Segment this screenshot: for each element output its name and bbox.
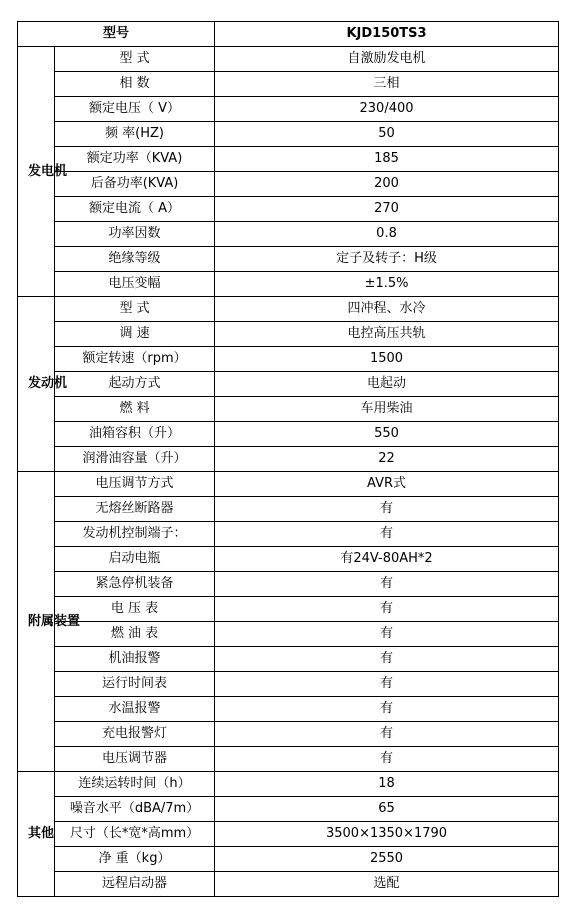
spec-name: 电压变幅 xyxy=(55,272,215,297)
table-row xyxy=(18,547,559,572)
spec-value: 200 xyxy=(215,172,559,197)
spec-name: 燃 料 xyxy=(55,397,215,422)
spec-name: 无熔丝断路器 xyxy=(55,497,215,522)
group-title: 发动机 xyxy=(28,376,68,391)
table-row xyxy=(18,822,559,847)
spec-value: 50 xyxy=(215,122,559,147)
table-row xyxy=(18,172,559,197)
table-row xyxy=(18,322,559,347)
spec-value: 电起动 xyxy=(215,372,559,397)
table-row xyxy=(18,872,559,897)
spec-name: 额定电流（ A） xyxy=(55,197,215,222)
spec-name: 润滑油容量（升） xyxy=(55,447,215,472)
spec-value: 三相 xyxy=(215,72,559,97)
table-row xyxy=(18,622,559,647)
group-title-cell xyxy=(18,47,68,297)
spec-value: 有 xyxy=(215,747,559,772)
spec-name: 型 式 xyxy=(55,47,215,72)
spec-name: 额定转速（rpm） xyxy=(55,347,215,372)
spec-value: 选配 xyxy=(215,872,559,897)
spec-table-body xyxy=(18,22,559,897)
model-label: 型号 xyxy=(18,22,215,47)
table-row xyxy=(18,847,559,872)
spec-value: 电控高压共轨 xyxy=(215,322,559,347)
group-title: 发电机 xyxy=(28,163,68,179)
spec-name: 发动机控制端子： xyxy=(55,522,215,547)
spec-value: 185 xyxy=(215,147,559,172)
table-row xyxy=(18,672,559,697)
table-row xyxy=(18,147,559,172)
table-row xyxy=(18,222,559,247)
spec-name: 起动方式 xyxy=(55,372,215,397)
spec-name: 功率因数 xyxy=(55,222,215,247)
spec-value: 有 xyxy=(215,622,559,647)
table-row xyxy=(18,272,559,297)
header-row xyxy=(18,22,559,47)
spec-value: 有 xyxy=(215,647,559,672)
spec-name: 电压调节方式 xyxy=(55,472,215,497)
spec-name: 燃 油 表 xyxy=(55,622,215,647)
spec-value: ±1.5% xyxy=(215,272,559,297)
spec-value: 有 xyxy=(215,597,559,622)
spec-value: 有 xyxy=(215,697,559,722)
spec-name: 绝缘等级 xyxy=(55,247,215,272)
spec-value: 有24V-80AH*2 xyxy=(215,547,559,572)
table-row xyxy=(18,247,559,272)
spec-value: 有 xyxy=(215,497,559,522)
spec-value: 有 xyxy=(215,522,559,547)
spec-name: 电 压 表 xyxy=(55,597,215,622)
spec-name: 相 数 xyxy=(55,72,215,97)
spec-value: 270 xyxy=(215,197,559,222)
group-title-cell xyxy=(18,472,81,772)
spec-value: 3500×1350×1790 xyxy=(215,822,559,847)
spec-name: 净 重（kg） xyxy=(55,847,215,872)
spec-value: 230/400 xyxy=(215,97,559,122)
spec-name: 启动电瓶 xyxy=(55,547,215,572)
spec-name: 后备功率(KVA) xyxy=(55,172,215,197)
spec-name: 型 式 xyxy=(55,297,215,322)
table-row xyxy=(18,772,559,797)
table-row xyxy=(18,472,559,497)
table-row xyxy=(18,797,559,822)
table-row xyxy=(18,647,559,672)
table-row xyxy=(18,747,559,772)
group-title: 其他 xyxy=(28,826,55,841)
spec-value: 自激励发电机 xyxy=(215,47,559,72)
spec-name: 尺寸（长*宽*高mm） xyxy=(55,822,215,847)
spec-name: 频 率(HZ) xyxy=(55,122,215,147)
table-row xyxy=(18,522,559,547)
model-value: KJD150TS3 xyxy=(215,22,559,47)
table-row xyxy=(18,572,559,597)
spec-value: 有 xyxy=(215,672,559,697)
table-row xyxy=(18,122,559,147)
spec-name: 机油报警 xyxy=(55,647,215,672)
spec-value: AVR式 xyxy=(215,472,559,497)
table-row xyxy=(18,497,559,522)
spec-value: 定子及转子：H级 xyxy=(215,247,559,272)
table-row xyxy=(18,197,559,222)
spec-value: 有 xyxy=(215,722,559,747)
spec-value: 四冲程、水冷 xyxy=(215,297,559,322)
table-row xyxy=(18,297,559,322)
spec-name: 噪音水平（dBA/7m） xyxy=(55,797,215,822)
table-row xyxy=(18,722,559,747)
spec-value: 车用柴油 xyxy=(215,397,559,422)
table-row xyxy=(18,372,559,397)
spec-name: 紧急停机装备 xyxy=(55,572,215,597)
spec-name: 额定功率（KVA) xyxy=(55,147,215,172)
spec-name: 油箱容积（升） xyxy=(55,422,215,447)
table-row xyxy=(18,447,559,472)
table-row xyxy=(18,397,559,422)
spec-name: 调 速 xyxy=(55,322,215,347)
table-row xyxy=(18,47,559,72)
group-title: 附属装置 xyxy=(28,613,81,629)
spec-value: 18 xyxy=(215,772,559,797)
spec-value: 有 xyxy=(215,572,559,597)
spec-name: 水温报警 xyxy=(55,697,215,722)
spec-name: 远程启动器 xyxy=(55,872,215,897)
group-title-cell xyxy=(18,772,55,897)
spec-name: 额定电压（ V） xyxy=(55,97,215,122)
table-row xyxy=(18,597,559,622)
table-row xyxy=(18,422,559,447)
group-title-cell xyxy=(18,297,68,472)
spec-name: 充电报警灯 xyxy=(55,722,215,747)
spec-value: 2550 xyxy=(215,847,559,872)
table-row xyxy=(18,72,559,97)
spec-table xyxy=(17,21,559,897)
spec-value: 65 xyxy=(215,797,559,822)
spec-value: 0.8 xyxy=(215,222,559,247)
table-row xyxy=(18,97,559,122)
spec-name: 连续运转时间（h） xyxy=(55,772,215,797)
spec-value: 1500 xyxy=(215,347,559,372)
spec-value: 22 xyxy=(215,447,559,472)
spec-value: 550 xyxy=(215,422,559,447)
table-row xyxy=(18,697,559,722)
spec-name: 电压调节器 xyxy=(55,747,215,772)
spec-name: 运行时间表 xyxy=(55,672,215,697)
table-row xyxy=(18,347,559,372)
